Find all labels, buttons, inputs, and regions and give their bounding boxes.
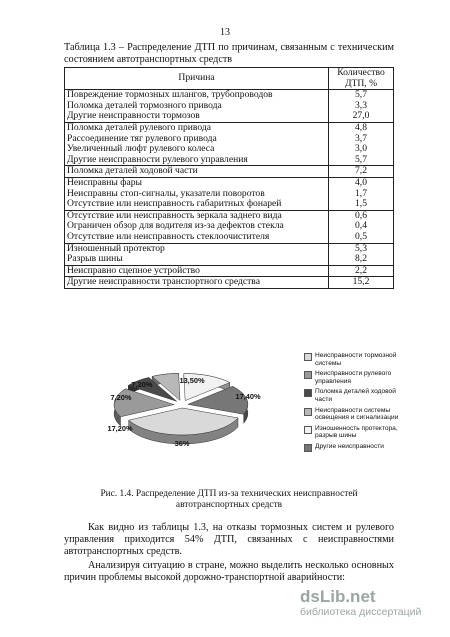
- value-text: 3,0: [355, 143, 367, 155]
- cause-cell: [65, 265, 329, 277]
- legend-label: Изношенность протектора, разрыв шины: [315, 424, 398, 440]
- value-cell: [329, 277, 394, 289]
- paragraph: Как видно из таблицы 1.3, на отказы тормозных систем и рулевого управления приходится 54% ДТП, связанных с неисправностями автотранспортных средств.: [64, 522, 394, 557]
- legend-label: Неисправности системы освещения и сигнализации: [315, 406, 399, 422]
- cause-text: Другие неисправности тормозов: [67, 110, 200, 122]
- legend-item: [304, 443, 414, 452]
- table-caption: Таблица 1.3 – Распределение ДТП по причинам, связанным с техническим состоянием автотранспортных средств: [64, 42, 394, 65]
- cause-text: Другие неисправности рулевого управления: [67, 153, 248, 165]
- legend-item: [304, 425, 414, 440]
- table-row: [65, 90, 394, 123]
- legend-swatch: [304, 389, 312, 397]
- legend-label: Другие неисправности: [315, 442, 384, 450]
- cause-text: Повреждение тормозных шлангов, трубопроводов: [67, 89, 273, 101]
- legend-swatch: [304, 408, 312, 416]
- pie-data-label: 7,20%: [131, 380, 153, 389]
- table-row: [65, 243, 394, 265]
- legend-label: Неисправности рулевого управления: [315, 370, 392, 385]
- figure-caption: Рис. 1.4. Распределение ДТП из-за технических неисправностей автотранспортных средств: [100, 489, 358, 510]
- table-row: [65, 177, 394, 210]
- header-value: Количество ДТП, %: [329, 68, 394, 90]
- pie-data-label: 36%: [174, 439, 190, 448]
- value-text: 0,6: [355, 209, 367, 221]
- value-text: 0,4: [355, 220, 367, 232]
- value-cell: [329, 166, 394, 178]
- value-cell: [329, 265, 394, 277]
- cause-cell: [65, 90, 329, 123]
- watermark: [300, 588, 440, 618]
- cause-cell: [65, 177, 329, 210]
- legend-swatch: [304, 426, 312, 434]
- legend-label: Неисправности тормозной системы: [315, 352, 397, 367]
- value-text: 1,7: [355, 187, 367, 199]
- table-row: [65, 210, 394, 243]
- watermark-logo[interactable]: dsLib.net: [300, 587, 376, 606]
- chart-legend: [304, 352, 414, 455]
- value-text: 4,0: [355, 176, 367, 188]
- pie-chart: [64, 345, 299, 465]
- pie-data-label: 7,20%: [110, 393, 132, 402]
- value-text: 5,3: [355, 242, 367, 254]
- cause-text: Изношенный протектор: [67, 242, 165, 254]
- cause-text: Поломка деталей тормозного привода: [67, 99, 222, 111]
- pie-data-label: 17,40%: [235, 392, 261, 401]
- value-text: 5,7: [355, 153, 367, 165]
- table-row: [65, 166, 394, 178]
- value-text: 8,2: [355, 253, 367, 265]
- cause-cell: [65, 166, 329, 178]
- cause-text: Отсутствие или неисправность зеркала заднего вида: [67, 209, 282, 221]
- pie-data-label: 13,50%: [179, 376, 205, 385]
- legend-item: [304, 407, 414, 422]
- value-text: 5,7: [355, 89, 367, 101]
- legend-swatch: [304, 444, 312, 452]
- legend-item: [304, 370, 414, 385]
- cause-text: Рассоединение тяг рулевого привода: [67, 132, 217, 144]
- legend-swatch: [304, 353, 312, 361]
- value-text: 1,5: [355, 198, 367, 210]
- value-text: 0,5: [355, 230, 367, 242]
- pie-data-label: 17,20%: [107, 424, 133, 433]
- value-cell: [329, 243, 394, 265]
- table-row: [65, 277, 394, 289]
- value-text: 2,2: [355, 264, 367, 276]
- value-text: 7,2: [355, 165, 367, 177]
- table-row: [65, 265, 394, 277]
- legend-swatch: [304, 371, 312, 379]
- watermark-subtitle: библиотека диссертаций: [300, 606, 422, 618]
- cause-cell: [65, 122, 329, 165]
- value-cell: [329, 90, 394, 123]
- cause-text: Разрыв шины: [67, 253, 123, 265]
- value-cell: [329, 177, 394, 210]
- cause-text: Ограничен обзор для водителя из-за дефектов стекла: [67, 220, 284, 232]
- cause-text: Отсутствие или неисправность стеклоочистителя: [67, 230, 270, 242]
- cause-cell: [65, 277, 329, 289]
- cause-cell: [65, 243, 329, 265]
- value-cell: [329, 210, 394, 243]
- value-text: 3,3: [355, 99, 367, 111]
- header-cause: Причина: [65, 68, 329, 90]
- cause-text: Поломка деталей рулевого привода: [67, 121, 212, 133]
- cause-text: Увеличенный люфт рулевого колеса: [67, 143, 215, 155]
- legend-label: Поломка деталей ходовой части: [315, 388, 396, 403]
- cause-text: Поломка деталей ходовой части: [67, 165, 198, 177]
- value-text: 4,8: [355, 121, 367, 133]
- value-text: 3,7: [355, 132, 367, 144]
- legend-item: [304, 352, 414, 367]
- cause-text: Неисправны стоп-сигналы, указатели поворотов: [67, 187, 265, 199]
- cause-text: Неисправно сцепное устройство: [67, 264, 200, 276]
- value-cell: [329, 122, 394, 165]
- cause-text: Неисправны фары: [67, 176, 142, 188]
- causes-table: [64, 67, 394, 289]
- page-number: 13: [220, 27, 230, 38]
- table-row: [65, 122, 394, 165]
- cause-text: Другие неисправности транспортного средства: [67, 276, 260, 288]
- cause-text: Отсутствие или неисправность габаритных фонарей: [67, 198, 282, 210]
- table-header-row: [65, 68, 394, 90]
- value-text: 15,2: [352, 276, 370, 288]
- paragraph: Анализируя ситуацию в стране, можно выделить несколько основных причин проблемы высокой дорожно-транспортной аварийности:: [64, 560, 394, 583]
- value-text: 27,0: [352, 110, 370, 122]
- legend-item: [304, 388, 414, 403]
- cause-cell: [65, 210, 329, 243]
